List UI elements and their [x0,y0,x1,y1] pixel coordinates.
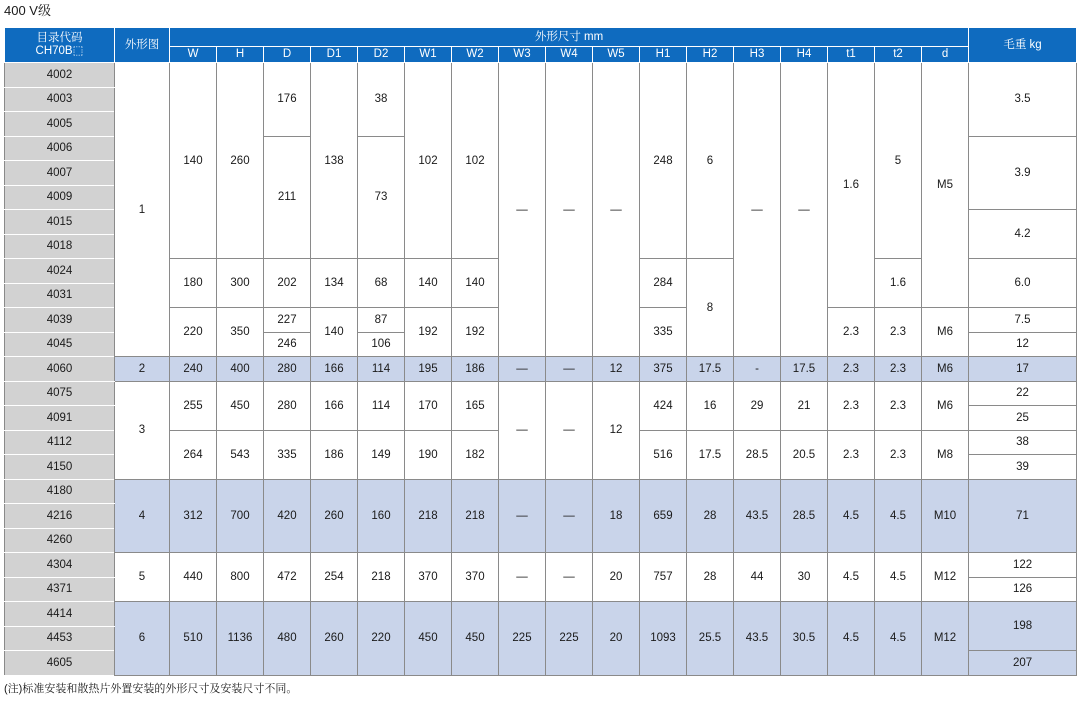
dim-W-cell: 240 [170,357,217,382]
dim-D-cell: 280 [264,357,311,382]
weight-cell: 122 [969,553,1077,578]
dim-D-cell: 480 [264,602,311,676]
catalog-code-cell: 4260 [5,528,115,553]
dim-D1-cell: 254 [311,553,358,602]
dim-H2-cell: 16 [687,381,734,430]
dim-t1-cell: 2.3 [828,430,875,479]
dim-W4-cell: — [546,63,593,357]
catalog-code-cell: 4005 [5,112,115,137]
catalog-code-cell: 4007 [5,161,115,186]
dim-W5-cell: 18 [593,479,640,553]
catalog-code-cell: 4024 [5,259,115,284]
shape-cell: 6 [115,602,170,676]
catalog-code-cell: 4112 [5,430,115,455]
header-col-W2: W2 [452,47,499,63]
dim-H4-cell: 28.5 [781,479,828,553]
dim-H-cell: 1136 [217,602,264,676]
weight-cell: 3.5 [969,63,1077,137]
dim-W1-cell: 140 [405,259,452,308]
header-col-H4: H4 [781,47,828,63]
dim-t1-cell: 4.5 [828,553,875,602]
dim-W-cell: 180 [170,259,217,308]
dim-H4-cell: 21 [781,381,828,430]
dim-H4-cell: 20.5 [781,430,828,479]
dim-W3-cell: — [499,553,546,602]
catalog-code-cell: 4006 [5,136,115,161]
dim-d-cell: M12 [922,602,969,676]
dim-H-cell: 700 [217,479,264,553]
shape-cell: 4 [115,479,170,553]
weight-cell: 39 [969,455,1077,480]
catalog-code-cell: 4216 [5,504,115,529]
dim-D1-cell: 138 [311,63,358,259]
dim-D1-cell: 140 [311,308,358,357]
dim-t2-cell: 1.6 [875,259,922,308]
dim-W5-cell: 12 [593,381,640,479]
catalog-code-cell: 4605 [5,651,115,676]
dim-W4-cell: — [546,553,593,602]
dim-W1-cell: 370 [405,553,452,602]
dim-H2-cell: 28 [687,479,734,553]
dim-t1-cell: 2.3 [828,308,875,357]
catalog-code-cell: 4003 [5,87,115,112]
dim-W-cell: 220 [170,308,217,357]
dim-D2-cell: 149 [358,430,405,479]
dim-W2-cell: 192 [452,308,499,357]
catalog-code-cell: 4009 [5,185,115,210]
dim-H1-cell: 659 [640,479,687,553]
dim-D2-cell: 68 [358,259,405,308]
header-col-W5: W5 [593,47,640,63]
dim-t2-cell: 4.5 [875,479,922,553]
dim-W1-cell: 218 [405,479,452,553]
dim-H3-cell: - [734,357,781,382]
header-weight: 毛重 kg [969,28,1077,63]
dim-H3-cell: — [734,63,781,357]
dim-W2-cell: 165 [452,381,499,430]
dim-W1-cell: 192 [405,308,452,357]
weight-cell: 25 [969,406,1077,431]
dim-t2-cell: 4.5 [875,553,922,602]
dim-H3-cell: 43.5 [734,602,781,676]
dim-H-cell: 450 [217,381,264,430]
dim-W3-cell: 225 [499,602,546,676]
dim-W2-cell: 140 [452,259,499,308]
header-col-W4: W4 [546,47,593,63]
dim-W1-cell: 195 [405,357,452,382]
dim-W-cell: 140 [170,63,217,259]
header-col-H: H [217,47,264,63]
dim-H4-cell: 30.5 [781,602,828,676]
table-row [5,357,1077,382]
dim-W5-cell: 20 [593,602,640,676]
dim-D2-cell: 87 [358,308,405,333]
dim-d-cell: M5 [922,63,969,308]
table-row [5,602,1077,627]
dim-D2-cell: 114 [358,357,405,382]
dim-H4-cell: 17.5 [781,357,828,382]
weight-cell: 4.2 [969,210,1077,259]
header-col-D: D [264,47,311,63]
dim-D-cell: 280 [264,381,311,430]
dim-D1-cell: 260 [311,479,358,553]
catalog-code-cell: 4453 [5,626,115,651]
catalog-code-cell: 4371 [5,577,115,602]
catalog-code-cell: 4031 [5,283,115,308]
dim-W-cell: 255 [170,381,217,430]
dim-H-cell: 543 [217,430,264,479]
dim-H3-cell: 43.5 [734,479,781,553]
header-col-W: W [170,47,217,63]
dim-W1-cell: 190 [405,430,452,479]
weight-cell: 198 [969,602,1077,651]
header-shape: 外形图 [115,28,170,63]
dim-W3-cell: — [499,381,546,479]
table-row [5,63,1077,88]
dim-t1-cell: 2.3 [828,357,875,382]
header-code-line1: 目录代码 [36,32,83,44]
dim-W4-cell: 225 [546,602,593,676]
dim-H-cell: 400 [217,357,264,382]
dim-W4-cell: — [546,381,593,479]
header-col-W1: W1 [405,47,452,63]
dim-D-cell: 202 [264,259,311,308]
dim-D2-cell: 114 [358,381,405,430]
dim-H2-cell: 6 [687,63,734,259]
dim-H1-cell: 424 [640,381,687,430]
dim-H1-cell: 248 [640,63,687,259]
catalog-code-cell: 4180 [5,479,115,504]
dim-t2-cell: 4.5 [875,602,922,676]
shape-cell: 5 [115,553,170,602]
weight-cell: 12 [969,332,1077,357]
dim-H1-cell: 284 [640,259,687,308]
dimension-table [4,27,1077,676]
dim-H3-cell: 44 [734,553,781,602]
dim-t2-cell: 2.3 [875,357,922,382]
catalog-code-cell: 4018 [5,234,115,259]
catalog-code-cell: 4075 [5,381,115,406]
dim-W3-cell: — [499,479,546,553]
dim-W1-cell: 102 [405,63,452,259]
dim-W1-cell: 450 [405,602,452,676]
dim-H4-cell: 30 [781,553,828,602]
weight-cell: 207 [969,651,1077,676]
catalog-code-cell: 4002 [5,63,115,88]
dim-W-cell: 510 [170,602,217,676]
dim-W3-cell: — [499,357,546,382]
dim-D1-cell: 186 [311,430,358,479]
header-col-d: d [922,47,969,63]
dim-D-cell: 246 [264,332,311,357]
dim-D-cell: 472 [264,553,311,602]
dim-W5-cell: 20 [593,553,640,602]
table-row [5,381,1077,406]
dim-D-cell: 227 [264,308,311,333]
dim-H1-cell: 1093 [640,602,687,676]
dim-D2-cell: 218 [358,553,405,602]
dim-t1-cell: 1.6 [828,63,875,308]
dim-W3-cell: — [499,63,546,357]
dim-t2-cell: 5 [875,63,922,259]
dim-D2-cell: 73 [358,136,405,259]
table-row [5,479,1077,504]
header-dimensions-group: 外形尺寸 mm [170,28,969,47]
dim-D1-cell: 134 [311,259,358,308]
dim-D-cell: 211 [264,136,311,259]
dim-t1-cell: 2.3 [828,381,875,430]
dim-W2-cell: 218 [452,479,499,553]
dim-W4-cell: — [546,479,593,553]
dim-W2-cell: 450 [452,602,499,676]
weight-cell: 7.5 [969,308,1077,333]
weight-cell: 71 [969,479,1077,553]
dim-d-cell: M6 [922,381,969,430]
dim-W2-cell: 370 [452,553,499,602]
header-col-t2: t2 [875,47,922,63]
dim-H3-cell: 28.5 [734,430,781,479]
header-col-D2: D2 [358,47,405,63]
dim-H-cell: 300 [217,259,264,308]
shape-cell: 3 [115,381,170,479]
dim-H1-cell: 516 [640,430,687,479]
table-row [5,553,1077,578]
dim-D1-cell: 260 [311,602,358,676]
weight-cell: 6.0 [969,259,1077,308]
dim-H2-cell: 28 [687,553,734,602]
catalog-code-cell: 4015 [5,210,115,235]
dim-D-cell: 335 [264,430,311,479]
dim-D1-cell: 166 [311,381,358,430]
dim-d-cell: M6 [922,308,969,357]
dim-D2-cell: 220 [358,602,405,676]
dim-W4-cell: — [546,357,593,382]
dim-H1-cell: 335 [640,308,687,357]
header-col-W3: W3 [499,47,546,63]
weight-cell: 17 [969,357,1077,382]
dim-H-cell: 260 [217,63,264,259]
shape-cell: 1 [115,63,170,357]
dim-d-cell: M6 [922,357,969,382]
dim-H2-cell: 8 [687,259,734,357]
weight-cell: 38 [969,430,1077,455]
dim-W-cell: 312 [170,479,217,553]
dim-H-cell: 800 [217,553,264,602]
weight-cell: 22 [969,381,1077,406]
dim-H4-cell: — [781,63,828,357]
header-col-t1: t1 [828,47,875,63]
dim-t1-cell: 4.5 [828,602,875,676]
dim-d-cell: M12 [922,553,969,602]
dim-H1-cell: 375 [640,357,687,382]
dim-W5-cell: 12 [593,357,640,382]
dim-D2-cell: 38 [358,63,405,137]
header-col-H2: H2 [687,47,734,63]
dim-D2-cell: 160 [358,479,405,553]
header-code-line2: CH70B⬚ [35,45,84,57]
dim-D-cell: 420 [264,479,311,553]
dim-W1-cell: 170 [405,381,452,430]
catalog-code-cell: 4045 [5,332,115,357]
catalog-code-cell: 4150 [5,455,115,480]
catalog-code-cell: 4060 [5,357,115,382]
dim-t2-cell: 2.3 [875,430,922,479]
header-col-H1: H1 [640,47,687,63]
weight-cell: 126 [969,577,1077,602]
catalog-code-cell: 4414 [5,602,115,627]
dim-W2-cell: 102 [452,63,499,259]
dim-D2-cell: 106 [358,332,405,357]
footnote: (注)标准安装和散热片外置安装的外形尺寸及安装尺寸不同。 [4,683,298,695]
dim-H2-cell: 17.5 [687,430,734,479]
catalog-code-cell: 4091 [5,406,115,431]
dim-d-cell: M10 [922,479,969,553]
header-col-H3: H3 [734,47,781,63]
dim-W2-cell: 186 [452,357,499,382]
dim-H3-cell: 29 [734,381,781,430]
dim-t1-cell: 4.5 [828,479,875,553]
dim-H2-cell: 17.5 [687,357,734,382]
dim-t2-cell: 2.3 [875,381,922,430]
dim-H2-cell: 25.5 [687,602,734,676]
table-heading: 400 V级 [4,3,51,18]
dim-W-cell: 440 [170,553,217,602]
header-catalog-code [5,28,115,63]
dim-t2-cell: 2.3 [875,308,922,357]
dim-H-cell: 350 [217,308,264,357]
dim-D-cell: 176 [264,63,311,137]
dim-D1-cell: 166 [311,357,358,382]
header-col-D1: D1 [311,47,358,63]
dim-W2-cell: 182 [452,430,499,479]
catalog-code-cell: 4304 [5,553,115,578]
catalog-code-cell: 4039 [5,308,115,333]
dim-H1-cell: 757 [640,553,687,602]
dim-d-cell: M8 [922,430,969,479]
weight-cell: 3.9 [969,136,1077,210]
dim-W5-cell: — [593,63,640,357]
shape-cell: 2 [115,357,170,382]
dim-W-cell: 264 [170,430,217,479]
